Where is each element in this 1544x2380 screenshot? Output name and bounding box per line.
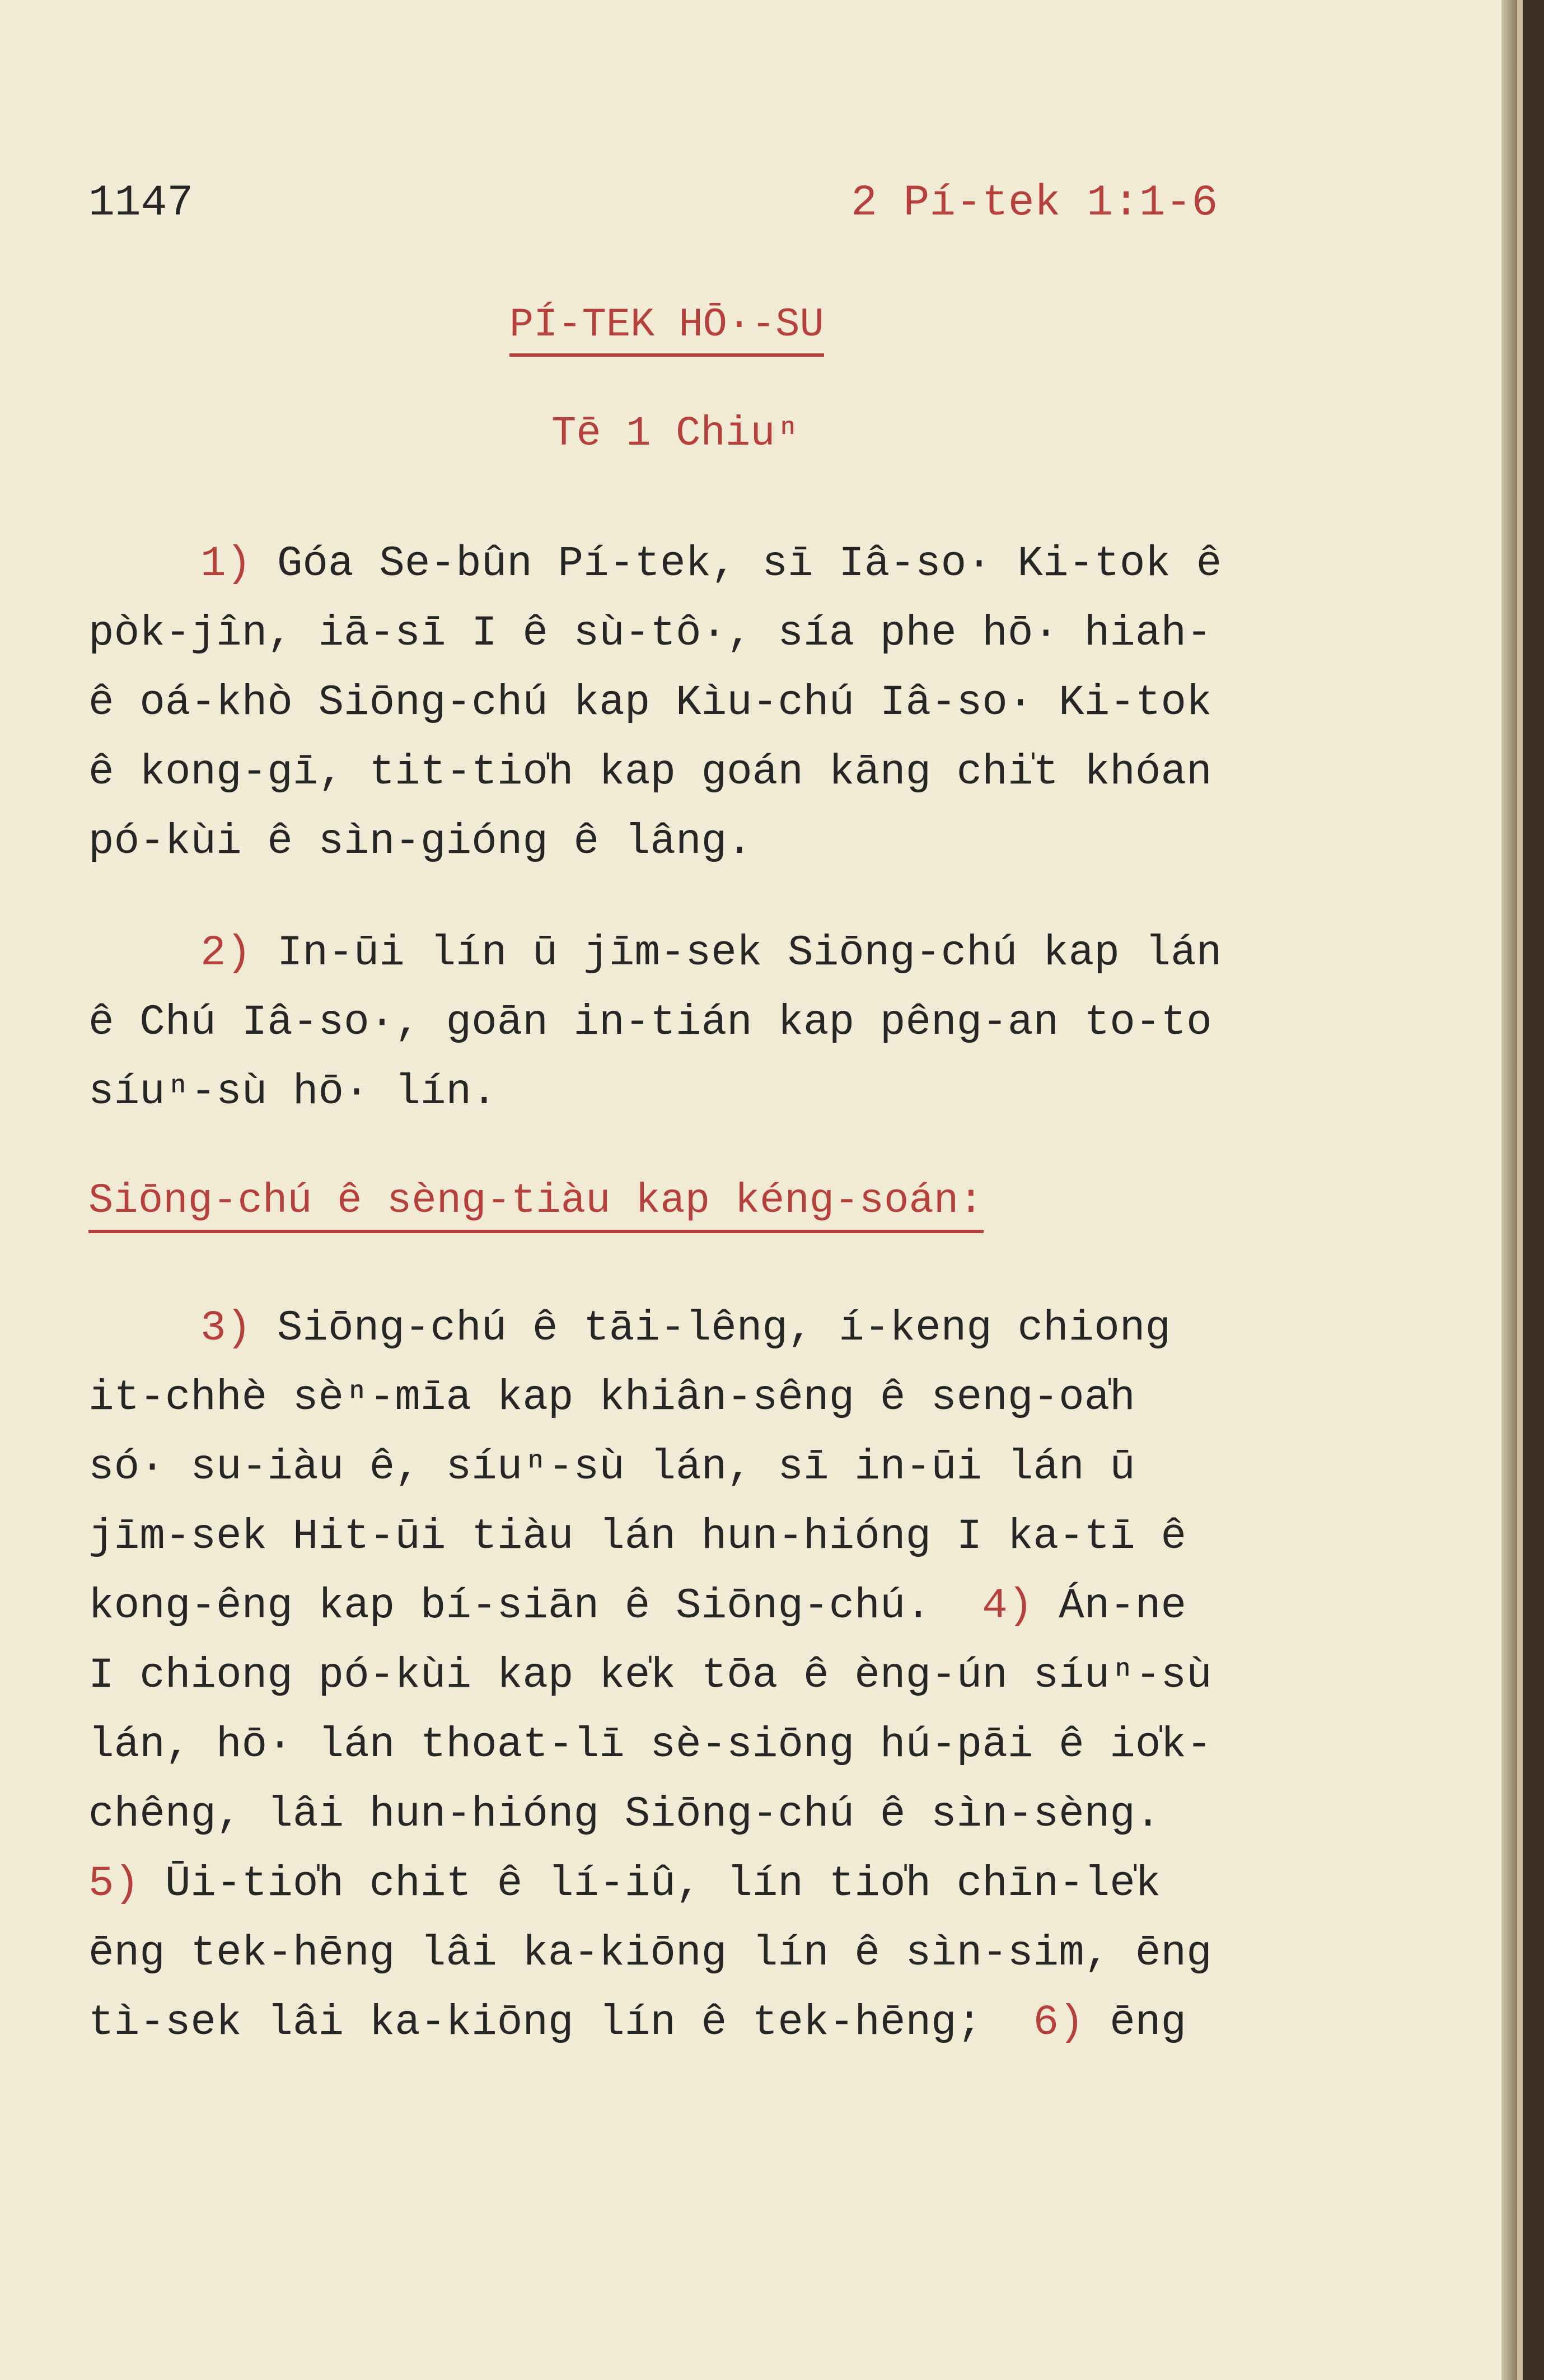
text-segment: ēng tek-hēng lâi ka-kiōng lín ê sìn-sim, ēng: [88, 1929, 1212, 1977]
text-line: 2) In-ūi lín ū jīm-sek Siōng-chú kap lán: [88, 918, 1432, 988]
text-segment: ēng: [1084, 1999, 1187, 2047]
paragraph-2: [88, 918, 1432, 1127]
paragraph-1: [88, 529, 1432, 876]
text-line: [88, 1641, 1432, 1710]
text-line: [88, 1710, 1432, 1780]
verse-number: 3): [200, 1304, 252, 1352]
text-line: ê kong-gī, tit-tio̍h kap goán kāng chi̍t khóan: [88, 748, 1212, 796]
section-heading: Siōng-chú ê sèng-tiàu kap kéng-soán:: [88, 1176, 984, 1233]
verse-number: 6): [1033, 1999, 1084, 2047]
running-reference: 2 Pí-tek 1:1-6: [851, 179, 1218, 228]
text-line: [88, 1919, 1432, 1988]
text-segment: I chiong pó-kùi kap ke̍k tōa ê èng-ún síuⁿ-sù: [88, 1651, 1212, 1700]
text-segment: Án-ne: [1033, 1582, 1187, 1630]
text-line: [88, 1294, 1432, 1363]
text-line: [88, 1988, 1432, 2057]
book-title: PÍ-TEK HŌ·-SU: [509, 300, 824, 357]
text-line: pó-kùi ê sìn-gióng ê lâng.: [88, 818, 752, 866]
section-body: [88, 1294, 1432, 2057]
text-segment: lán, hō· lán thoat-lī sè-siōng hú-pāi ê io̍k-: [88, 1721, 1212, 1769]
text-line: [88, 1432, 1432, 1502]
text-line: [88, 1571, 1432, 1641]
verse-number: 4): [982, 1582, 1033, 1630]
text-line: [88, 1502, 1432, 1571]
text-segment: tì-sek lâi ka-kiōng lín ê tek-hēng;: [88, 1999, 1033, 2047]
text-segment: chêng, lâi hun-hióng Siōng-chú ê sìn-sèng.: [88, 1790, 1161, 1838]
chapter-heading: Tē 1 Chiuⁿ: [551, 410, 801, 458]
text-line: ê Chú Iâ-so·, goān in-tián kap pêng-an to-to: [88, 998, 1212, 1047]
text-line: [88, 1363, 1432, 1432]
text-line: síuⁿ-sù hō· lín.: [88, 1068, 497, 1116]
text-segment: Ūi-tio̍h chit ê lí-iû, lín tio̍h chīn-le̍k: [139, 1860, 1161, 1908]
text-line: pòk-jîn, iā-sī I ê sù-tô·, sía phe hō· hiah-: [88, 609, 1212, 657]
page-edge: [1501, 0, 1517, 2380]
text-line: [88, 1780, 1432, 1849]
text-line: [88, 1849, 1432, 1919]
verse-number: 1): [200, 540, 252, 588]
verse-number: 2): [200, 929, 252, 977]
page-number: 1147: [88, 179, 194, 228]
text-segment: Siōng-chú ê tāi-lêng, í-keng chiong: [251, 1304, 1171, 1352]
text-segment: jīm-sek Hit-ūi tiàu lán hun-hióng I ka-tī ê: [88, 1513, 1187, 1561]
text-line: 1) Góa Se-bûn Pí-tek, sī Iâ-so· Ki-tok ê: [88, 529, 1432, 599]
text-segment: kong-êng kap bí-siān ê Siōng-chú.: [88, 1582, 982, 1630]
text-line: ê oá-khò Siōng-chú kap Kìu-chú Iâ-so· Ki-tok: [88, 679, 1212, 727]
text-segment: it-chhè sèⁿ-mīa kap khiân-sêng ê seng-oa̍h: [88, 1374, 1135, 1422]
text-segment: só· su-iàu ê, síuⁿ-sù lán, sī in-ūi lán ū: [88, 1443, 1135, 1491]
verse-number: 5): [88, 1860, 140, 1908]
